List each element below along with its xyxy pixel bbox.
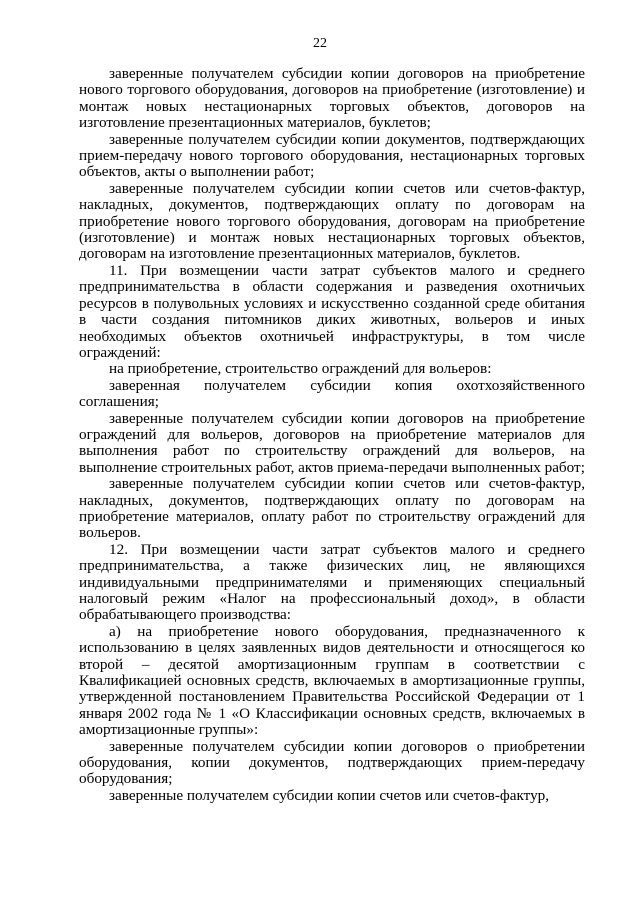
paragraph: 12. При возмещении части затрат субъектов малого и среднего предпринимательства, а также физических лиц, не являющихся индивидуальными предпринимателями и применяющих специальный налоговый режим «Налог на профессиональный доход», в области обрабатывающего производства:: [79, 540, 585, 624]
paragraph: заверенные получателем субсидии копии договоров на приобретение нового торгового оборудования, договоров на приобретение (изготовление) и монтаж новых нестационарных торговых объектов, договоров на изготовление презентационных материалов, буклетов;: [79, 65, 585, 132]
paragraph: на приобретение, строительство ограждений для вольеров:: [109, 360, 492, 378]
paragraph: а) на приобретение нового оборудования, предназначенного к использованию в целях заявленных видов деятельности и относящегося ко второй – десятой амортизационным группам в соответствии с Квалификацией основных средств, включаемых в амортизационные группы, утвержденной постановлением Правительства Российской Федерации от 1 января 2002 года № 1 «О Классификации основных средств, включаемых в амортизационные группы»:: [79, 622, 585, 739]
paragraph: 11. При возмещении части затрат субъектов малого и среднего предпринимательства в области содержания и разведения охотничьих ресурсов в полувольных условиях и искусственно созданной среде обитания в части создания питомников диких животных, вольеров и иных необходимых объектов охотничьей инфраструктуры, в том числе ограждений:: [79, 261, 585, 361]
paragraph: заверенные получателем субсидии копии договоров на приобретение ограждений для вольеров, договоров на приобретение материалов для выполнения работ по строительству ограждений для вольеров, на выполнение строительных работ, актов приема-передачи выполненных работ;: [79, 409, 585, 476]
paragraph: заверенные получателем субсидии копии договоров о приобретении оборудования, копии документов, подтверждающих прием-передачу оборудования;: [79, 737, 585, 788]
paragraph: заверенная получателем субсидии копия охотхозяйственного соглашения;: [79, 376, 585, 411]
page-number: 22: [313, 36, 327, 51]
document-body: [79, 66, 585, 804]
paragraph: заверенные получателем субсидии копии документов, подтверждающих прием-передачу нового торгового оборудования, нестационарных торговых объектов, акты о выполнении работ;: [79, 130, 585, 181]
paragraph: заверенные получателем субсидии копии счетов или счетов-фактур, накладных, документов, подтверждающих оплату по договорам на приобретение нового торгового оборудования, договорам на приобретение (изготовление) и монтаж новых нестационарных торговых объектов, договорам на изготовление презентационных материалов, буклетов.: [79, 179, 585, 263]
paragraph: заверенные получателем субсидии копии счетов или счетов-фактур,: [109, 786, 550, 804]
paragraph: заверенные получателем субсидии копии счетов или счетов-фактур, накладных, документов, подтверждающих оплату по договорам на приобретение материалов, оплату работ по строительству ограждений для вольеров.: [79, 475, 585, 542]
